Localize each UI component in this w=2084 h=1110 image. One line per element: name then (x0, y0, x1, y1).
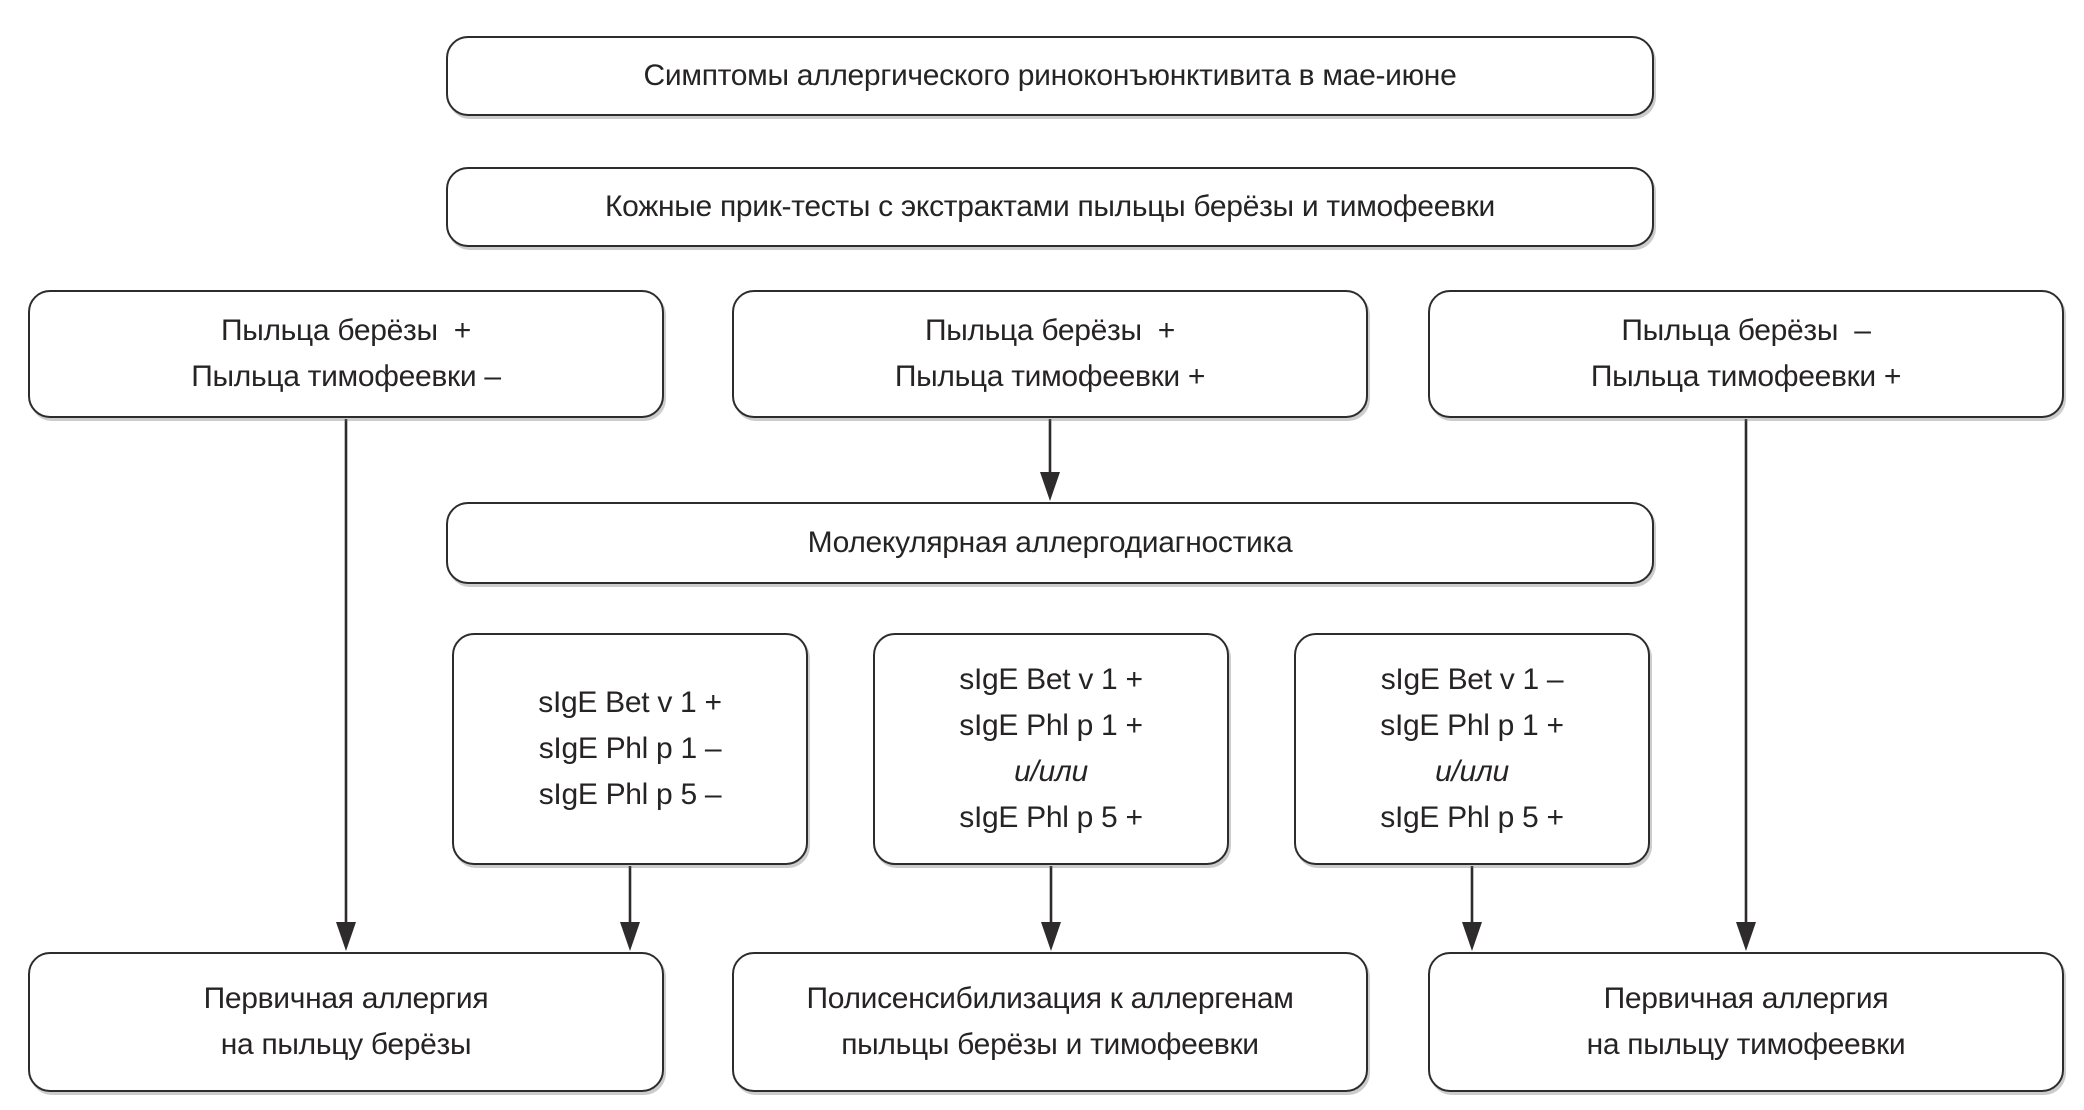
node-sige-bet-pos-phl-neg (452, 633, 808, 865)
node-line: Пыльца тимофеевки + (894, 360, 1206, 393)
arrow-sige1-to-primary-birch (620, 866, 640, 951)
node-symptoms-text: Симптомы аллергического риноконъюнктивита в мае-июне (643, 59, 1457, 92)
node-line: sIgE Bet v 1 – (1380, 663, 1564, 696)
node-birch-pos-timothy-pos (732, 290, 1368, 418)
node-line: sIgE Bet v 1 + (959, 663, 1143, 696)
node-line: sIgE Phl p 1 + (959, 709, 1143, 742)
node-line: Пыльца тимофеевки – (191, 360, 501, 393)
node-polysensitization (732, 952, 1368, 1092)
node-line: Пыльца берёзы + (924, 314, 1176, 347)
node-line: на пыльцу тимофеевки (1586, 1028, 1906, 1061)
arrow-birch-pos-to-primary-birch (336, 419, 356, 951)
node-line: sIgE Phl p 5 + (1380, 801, 1564, 834)
node-line: Полисенсибилизация к аллергенам (806, 982, 1294, 1015)
node-birch-neg-timothy-pos (1428, 290, 2064, 418)
node-line: Пыльца берёзы – (1621, 314, 1871, 347)
node-symptoms (446, 36, 1654, 116)
arrow-birch-neg-to-primary-timothy (1736, 419, 1756, 951)
node-sige-bet-pos-phl-pos (873, 633, 1229, 865)
node-molecular-diagnostics-text: Молекулярная аллергодиагностика (807, 526, 1293, 559)
node-line: Пыльца берёзы + (220, 314, 472, 347)
node-line: на пыльцу берёзы (220, 1028, 472, 1061)
arrow-sige3-to-primary-timothy (1462, 866, 1482, 951)
node-sige-bet-neg-phl-pos (1294, 633, 1650, 865)
node-line: sIgE Phl p 5 + (959, 801, 1143, 834)
node-birch-pos-timothy-neg (28, 290, 664, 418)
arrow-sige2-to-polysensitization (1041, 866, 1061, 951)
node-primary-timothy-allergy (1428, 952, 2064, 1092)
node-line: sIgE Bet v 1 + (538, 686, 722, 719)
node-line: sIgE Phl p 1 + (1380, 709, 1564, 742)
node-line: sIgE Phl p 1 – (538, 732, 722, 765)
node-line: и/или (1014, 755, 1088, 788)
node-molecular-diagnostics (446, 502, 1654, 584)
node-line: пыльцы берёзы и тимофеевки (841, 1028, 1259, 1061)
arrow-both-pos-to-molecular (1040, 419, 1060, 501)
node-skin-prick-tests-text: Кожные прик-тесты с экстрактами пыльцы берёзы и тимофеевки (605, 190, 1495, 223)
node-line: и/или (1435, 755, 1509, 788)
node-skin-prick-tests (446, 167, 1654, 247)
node-line: sIgE Phl p 5 – (538, 778, 722, 811)
node-line: Первичная аллергия (1603, 982, 1889, 1015)
node-line: Пыльца тимофеевки + (1590, 360, 1902, 393)
node-line: Первичная аллергия (203, 982, 489, 1015)
node-primary-birch-allergy (28, 952, 664, 1092)
